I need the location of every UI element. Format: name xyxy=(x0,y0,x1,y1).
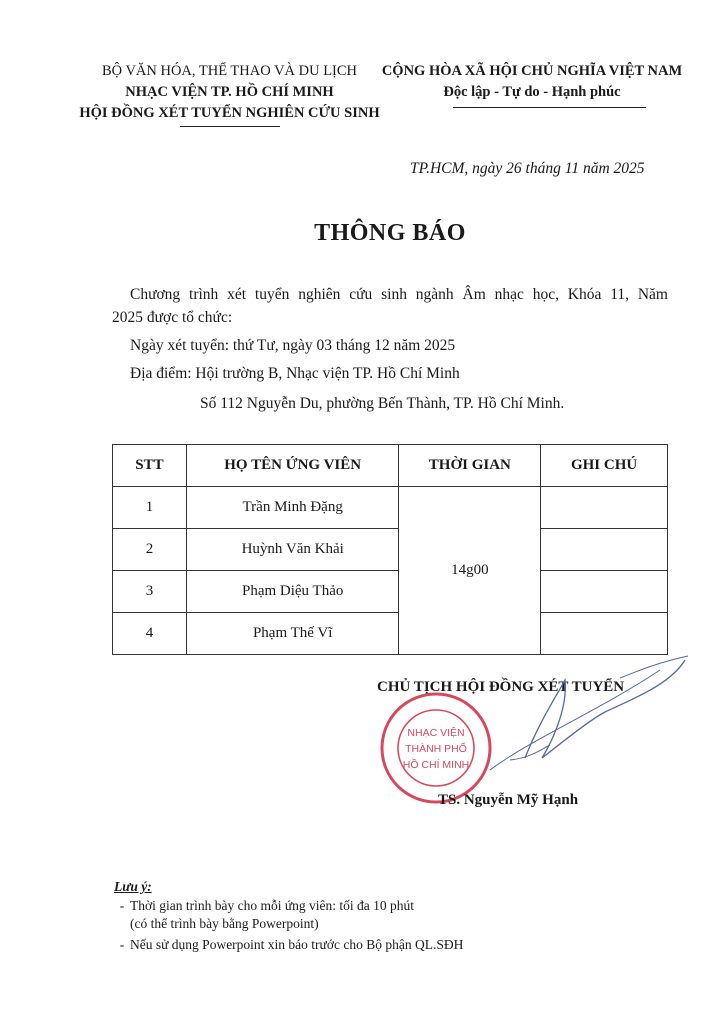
header-left xyxy=(62,61,397,124)
table-row xyxy=(113,529,668,571)
note-item-1: - Thời gian trình bày cho mỗi ứng viên: tối đa 10 phút (có thể trình bày bằng Powerpoint) xyxy=(114,897,414,933)
exam-date: Ngày xét tuyển: thứ Tư, ngày 03 tháng 12 năm 2025 xyxy=(130,337,456,354)
stamp-line-2: THÀNH PHỐ xyxy=(405,743,467,755)
row-stt: 2 xyxy=(113,529,187,571)
handwritten-signature xyxy=(470,650,700,790)
row-name: Huỳnh Văn Khải xyxy=(186,529,399,571)
note-item-1-line-2: (có thể trình bày bằng Powerpoint) xyxy=(130,916,319,931)
signer-name: TS. Nguyễn Mỹ Hạnh xyxy=(438,792,579,808)
row-stt: 3 xyxy=(113,571,187,613)
candidate-table xyxy=(112,444,668,655)
date-line: TP.HCM, ngày 26 tháng 11 năm 2025 xyxy=(410,160,645,177)
address: Số 112 Nguyễn Du, phường Bến Thành, TP. Hồ Chí Minh. xyxy=(200,395,565,412)
notes-heading: Lưu ý: xyxy=(114,879,152,894)
header-time: THỜI GIAN xyxy=(399,445,541,487)
country-name: CỘNG HÒA XÃ HỘI CHỦ NGHĨA VIỆT NAM xyxy=(381,63,683,79)
header-stt: STT xyxy=(113,445,187,487)
signer-title: CHỦ TỊCH HỘI ĐỒNG XÉT TUYỂN xyxy=(377,679,625,695)
stamp-line-3: HỒ CHÍ MINH xyxy=(402,759,470,771)
time-cell: 14g00 xyxy=(399,487,541,655)
table-row xyxy=(113,613,668,655)
row-name: Trần Minh Đặng xyxy=(186,487,399,529)
ministry-name: BỘ VĂN HÓA, THỂ THAO VÀ DU LỊCH xyxy=(101,63,358,79)
row-stt: 4 xyxy=(113,613,187,655)
row-note xyxy=(541,571,668,613)
institution-name: NHẠC VIỆN TP. HỒ CHÍ MINH xyxy=(125,84,334,100)
intro-line-2: 2025 được tổ chức: xyxy=(112,309,233,326)
row-name: Phạm Diệu Thảo xyxy=(186,571,399,613)
page-title: THÔNG BÁO xyxy=(314,220,466,246)
stamp-line-1: NHẠC VIỆN xyxy=(407,727,465,739)
table-row xyxy=(113,487,668,529)
table-header-row xyxy=(113,445,668,487)
header-left-rule xyxy=(180,126,280,127)
note-item-2: - Nếu sử dụng Powerpoint xin báo trước cho Bộ phận QL.SĐH xyxy=(119,937,464,952)
intro-line-1: Chương trình xét tuyển nghiên cứu sinh ngành Âm nhạc học, Khóa 11, Năm xyxy=(130,286,668,303)
row-note xyxy=(541,613,668,655)
council-name: HỘI ĐỒNG XÉT TUYỂN NGHIÊN CỨU SINH xyxy=(79,105,380,121)
row-name: Phạm Thế Vĩ xyxy=(186,613,399,655)
note-item-1-line-1: Thời gian trình bày cho mỗi ứng viên: tối đa 10 phút xyxy=(130,898,415,913)
note-item-2-text: Nếu sử dụng Powerpoint xin báo trước cho Bộ phận QL.SĐH xyxy=(130,937,464,952)
header-right-rule xyxy=(453,107,646,108)
row-note xyxy=(541,529,668,571)
row-stt: 1 xyxy=(113,487,187,529)
table-row xyxy=(113,571,668,613)
location: Địa điểm: Hội trường B, Nhạc viện TP. Hồ Chí Minh xyxy=(130,365,460,382)
row-note xyxy=(541,487,668,529)
header-note: GHI CHÚ xyxy=(541,445,668,487)
header-name: HỌ TÊN ỨNG VIÊN xyxy=(186,445,399,487)
motto: Độc lập - Tự do - Hạnh phúc xyxy=(443,84,621,100)
header-right xyxy=(372,61,692,103)
